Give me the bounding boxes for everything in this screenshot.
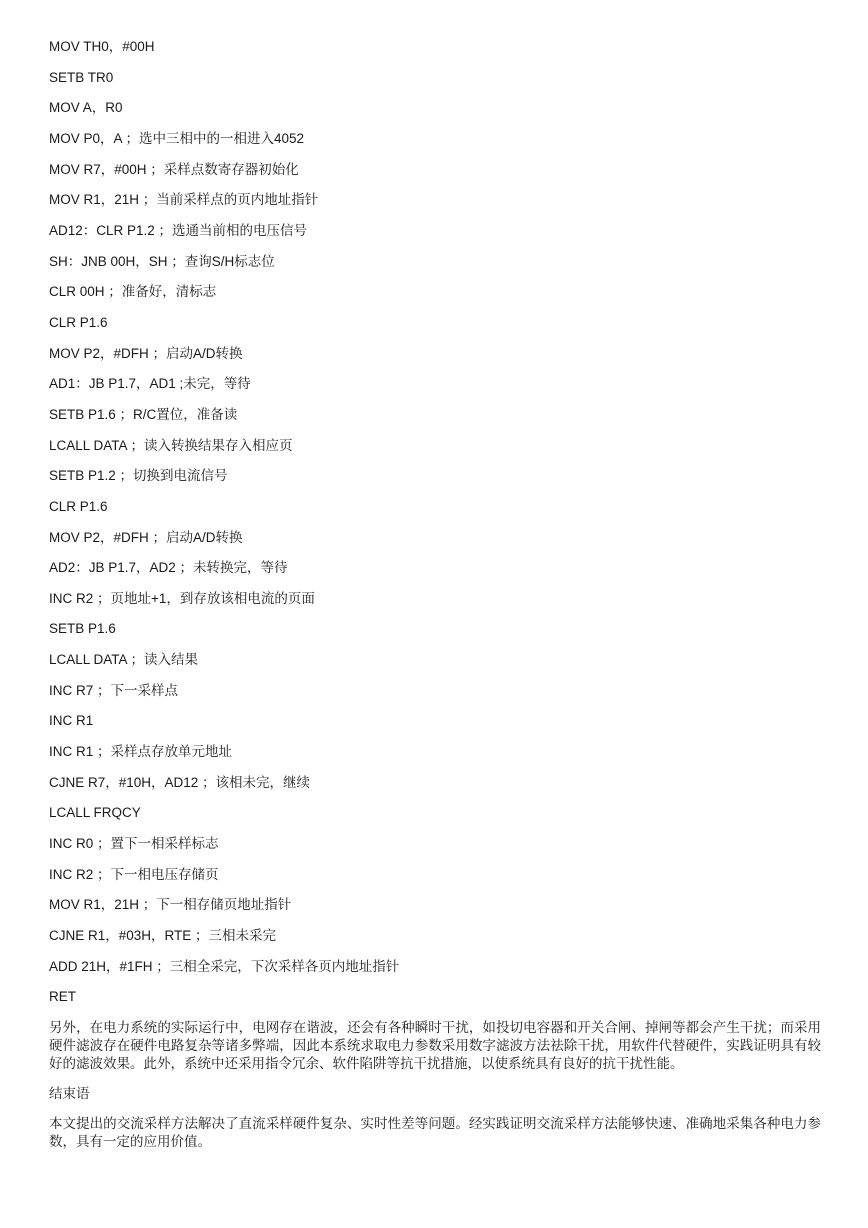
code-line: INC R1 <box>49 713 94 729</box>
code-line: CLR P1.6 <box>49 314 108 330</box>
code-line: SETB TR0 <box>49 69 114 85</box>
code-line: MOV R1，21H ；当前采样点的页内地址指针 <box>49 192 319 208</box>
code-line: SH：JNB 00H，SH ；查询S/H标志位 <box>49 253 275 269</box>
code-line: LCALL FRQCY <box>49 805 141 821</box>
code-line: INC R1 ；采样点存放单元地址 <box>49 744 233 760</box>
code-line: ADD 21H，#1FH ；三相全采完，下次采样各页内地址指针 <box>49 958 400 974</box>
code-line: CLR 00H ；准备好，清标志 <box>49 284 217 300</box>
code-line: MOV P2，#DFH ；启动A/D转换 <box>49 345 243 361</box>
code-line: AD1：JB P1.7，AD1 ;未完，等待 <box>49 376 251 392</box>
code-line: SETB P1.6 <box>49 621 116 637</box>
document-page <box>49 38 821 1151</box>
code-line: MOV TH0，#00H <box>49 39 155 54</box>
body-paragraph-interference: 另外，在电力系统的实际运行中，电网存在谐波，还会有各种瞬时干扰，如投切电容器和开关合闸、掉闸等都会产生干扰；而采用硬件滤波存在硬件电路复杂等诸多弊端，因此本系统求取电力参数采用数字滤波方法祛除干扰，用软件代替硬件，实践证明具有较好的滤波效果。此外，系统中还采用指令冗余、软件陷阱等抗干扰措施，以使系统具有良好的抗干扰性能。 <box>49 1020 821 1071</box>
code-line: MOV R1，21H ；下一相存储页地址指针 <box>49 897 292 913</box>
code-line: SETB P1.6 ；R/C置位，准备读 <box>49 406 238 422</box>
code-line: LCALL DATA ；读入结果 <box>49 652 199 668</box>
code-line: MOV A，R0 <box>49 100 123 116</box>
code-line: INC R2 ；下一相电压存储页 <box>49 866 219 882</box>
code-line: LCALL DATA ；读入转换结果存入相应页 <box>49 437 293 453</box>
code-line: SETB P1.2 ；切换到电流信号 <box>49 468 228 484</box>
code-listing <box>49 38 821 1006</box>
code-line: AD2：JB P1.7，AD2 ；未转换完，等待 <box>49 560 288 576</box>
code-line: MOV P0，A ；选中三相中的一相进入4052 <box>49 130 305 146</box>
body-paragraph-conclusion: 本文提出的交流采样方法解决了直流采样硬件复杂、实时性差等问题。经实践证明交流采样方法能够快速、准确地采集各种电力参数，具有一定的应用价值。 <box>49 1116 821 1149</box>
code-line: INC R2 ；页地址+1，到存放该相电流的页面 <box>49 590 315 606</box>
code-line: INC R0 ；置下一相采样标志 <box>49 836 219 852</box>
code-line: INC R7 ；下一采样点 <box>49 682 179 698</box>
code-line: MOV R7，#00H ；采样点数寄存器初始化 <box>49 161 299 177</box>
code-line: CJNE R1，#03H，RTE ；三相未采完 <box>49 928 277 944</box>
code-line: RET <box>49 989 76 1005</box>
code-line: AD12：CLR P1.2 ；选通当前相的电压信号 <box>49 222 308 238</box>
code-line: MOV P2，#DFH ；启动A/D转换 <box>49 529 243 545</box>
section-heading-conclusion: 结束语 <box>49 1086 90 1101</box>
code-line: CJNE R7，#10H，AD12 ；该相未完，继续 <box>49 774 311 790</box>
code-line: CLR P1.6 <box>49 498 108 514</box>
